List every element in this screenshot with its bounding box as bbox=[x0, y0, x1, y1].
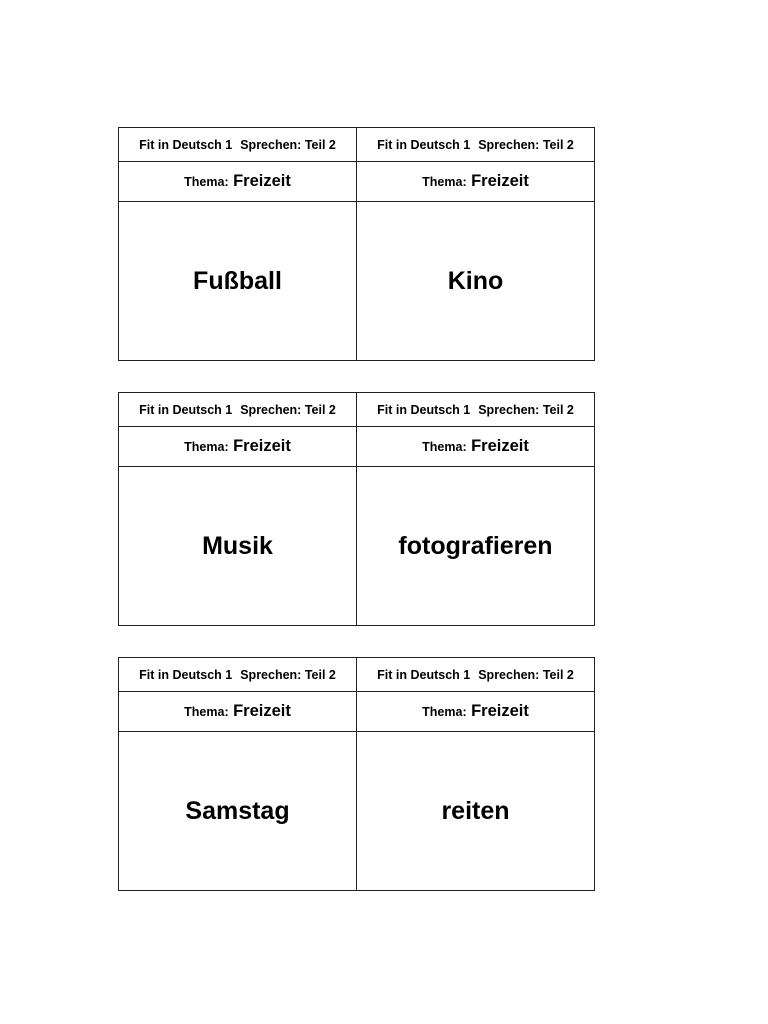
theme-value: Freizeit bbox=[233, 437, 291, 455]
theme-value: Freizeit bbox=[471, 172, 529, 190]
card-theme bbox=[119, 692, 357, 732]
card-theme bbox=[119, 162, 357, 202]
card-header bbox=[357, 393, 595, 427]
theme-value: Freizeit bbox=[471, 437, 529, 455]
card-sheet-2 bbox=[118, 392, 595, 626]
card-header bbox=[119, 658, 357, 692]
card-word: reiten bbox=[357, 732, 595, 891]
course-title: Fit in Deutsch 1 bbox=[139, 137, 233, 152]
card-header bbox=[119, 393, 357, 427]
course-title: Fit in Deutsch 1 bbox=[377, 402, 471, 417]
theme-value: Freizeit bbox=[233, 172, 291, 190]
section-title: Sprechen: Teil 2 bbox=[478, 402, 574, 417]
card-word: Fußball bbox=[119, 202, 357, 361]
card-word: fotografieren bbox=[357, 467, 595, 626]
theme-label: Thema: bbox=[422, 175, 467, 189]
card-sheet-1 bbox=[118, 127, 595, 361]
theme-label: Thema: bbox=[184, 440, 229, 454]
card-word: Samstag bbox=[119, 732, 357, 891]
course-title: Fit in Deutsch 1 bbox=[377, 667, 471, 682]
card-header bbox=[357, 658, 595, 692]
card-word: Kino bbox=[357, 202, 595, 361]
theme-value: Freizeit bbox=[233, 702, 291, 720]
card-theme bbox=[357, 692, 595, 732]
card-sheet-3 bbox=[118, 657, 595, 891]
card-word: Musik bbox=[119, 467, 357, 626]
card-theme bbox=[357, 427, 595, 467]
section-title: Sprechen: Teil 2 bbox=[478, 137, 574, 152]
section-title: Sprechen: Teil 2 bbox=[240, 667, 336, 682]
theme-label: Thema: bbox=[422, 440, 467, 454]
theme-value: Freizeit bbox=[471, 702, 529, 720]
theme-label: Thema: bbox=[184, 175, 229, 189]
course-title: Fit in Deutsch 1 bbox=[139, 402, 233, 417]
card-header bbox=[357, 128, 595, 162]
theme-label: Thema: bbox=[184, 705, 229, 719]
section-title: Sprechen: Teil 2 bbox=[240, 402, 336, 417]
section-title: Sprechen: Teil 2 bbox=[478, 667, 574, 682]
card-header bbox=[119, 128, 357, 162]
theme-label: Thema: bbox=[422, 705, 467, 719]
section-title: Sprechen: Teil 2 bbox=[240, 137, 336, 152]
course-title: Fit in Deutsch 1 bbox=[139, 667, 233, 682]
course-title: Fit in Deutsch 1 bbox=[377, 137, 471, 152]
card-theme bbox=[119, 427, 357, 467]
card-theme bbox=[357, 162, 595, 202]
